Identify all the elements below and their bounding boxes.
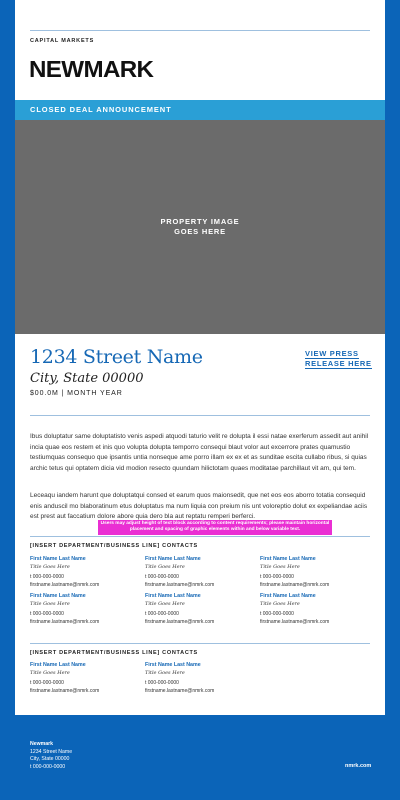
contact-title: Title Goes Here xyxy=(260,601,300,607)
contact-email[interactable]: firstname.lastname@nmrk.com xyxy=(145,688,215,694)
eyebrow-label: CAPITAL MARKETS xyxy=(30,38,95,44)
view-press-release-link[interactable] xyxy=(305,349,380,369)
body-paragraph-1: Ibus doluptatur same doluptatisto venis aspedi atquodi taturio velit re dolupta il essi natae exerferum assedit aut anihil incia quae eos restem et inis quo volupta dolupta temporro consequi blaut volor aut excerrore prates quamustio testiumquas consequo que ipsantis untia nonseque ame porro illam ex ex et as sunditae escita cullabo ribus, si quias archic tetus qui optatem dicia vid modion resecto quundam hilictotam quaes moditatae parchillaut vit am, qui tem. xyxy=(30,433,369,473)
contacts-divider-2 xyxy=(30,643,370,644)
contact-phone: t 000-000-0000 xyxy=(145,574,179,580)
contact-name[interactable]: First Name Last Name xyxy=(30,556,86,562)
contact-name[interactable]: First Name Last Name xyxy=(260,593,316,599)
contact-title: Title Goes Here xyxy=(30,670,70,676)
contact-card xyxy=(145,556,255,589)
contact-name[interactable]: First Name Last Name xyxy=(145,593,201,599)
body-paragraph-2: Leceaqu iandem harunt que doluptatqui consed et earum quos maionsedit, que net eos eos aborro totatia consequid enis anduscil mo blaboratinum etus doluptatus ma num liquia con preium nis unt voloreptio dolut ex expeliandae aciis est prest aut faccatium dolore abore quia dero bla aut reptatu remperi berferci. xyxy=(30,492,368,521)
contact-name[interactable]: First Name Last Name xyxy=(260,556,316,562)
contact-card xyxy=(145,593,255,626)
contact-email[interactable]: firstname.lastname@nmrk.com xyxy=(260,582,330,588)
contact-title: Title Goes Here xyxy=(30,601,70,607)
contact-title: Title Goes Here xyxy=(260,564,300,570)
contact-email[interactable]: firstname.lastname@nmrk.com xyxy=(145,619,215,625)
property-image-placeholder xyxy=(15,120,385,334)
contact-title: Title Goes Here xyxy=(145,564,185,570)
contact-name[interactable]: First Name Last Name xyxy=(30,662,86,668)
footer-city: City, State 00000 xyxy=(30,756,70,762)
contact-name[interactable]: First Name Last Name xyxy=(30,593,86,599)
contact-email[interactable]: firstname.lastname@nmrk.com xyxy=(30,582,100,588)
contact-card xyxy=(260,556,370,589)
contact-phone: t 000-000-0000 xyxy=(30,680,64,686)
footer-website-link[interactable]: nmrk.com xyxy=(345,763,372,769)
contacts-divider xyxy=(30,536,370,537)
contact-phone: t 000-000-0000 xyxy=(145,611,179,617)
contact-email[interactable]: firstname.lastname@nmrk.com xyxy=(260,619,330,625)
contact-phone: t 000-000-0000 xyxy=(30,611,64,617)
contact-phone: t 000-000-0000 xyxy=(145,680,179,686)
contact-card xyxy=(145,662,255,695)
contact-title: Title Goes Here xyxy=(145,601,185,607)
contact-card xyxy=(260,593,370,626)
contact-phone: t 000-000-0000 xyxy=(260,611,294,617)
deal-amount-date: $00.0M | MONTH YEAR xyxy=(30,390,123,397)
contact-card xyxy=(30,556,140,589)
section-divider xyxy=(30,415,370,416)
footer-phone: t 000-000-0000 xyxy=(30,763,66,770)
announcement-card xyxy=(15,0,385,715)
contacts-heading-primary: [INSERT DEPARTMENT/BUSINESS LINE] CONTACTS xyxy=(30,543,198,549)
street-address: 1234 Street Name xyxy=(30,346,203,368)
contact-phone: t 000-000-0000 xyxy=(260,574,294,580)
template-instruction-note: Users may adjust height of text block according to content requirements; please maintain horizontal placement and spacing of graphic elements within and below variable text. xyxy=(98,520,332,535)
newmark-logo: NEWMARK xyxy=(29,56,154,82)
contact-name[interactable]: First Name Last Name xyxy=(145,556,201,562)
contact-name[interactable]: First Name Last Name xyxy=(145,662,201,668)
image-placeholder-text: PROPERTY IMAGE GOES HERE xyxy=(160,217,240,236)
top-divider xyxy=(30,30,370,31)
city-state: City, State 00000 xyxy=(30,371,144,386)
contact-card xyxy=(30,662,140,695)
footer-company: Newmark xyxy=(30,741,54,747)
footer-street: 1234 Street Name xyxy=(30,748,73,755)
contact-title: Title Goes Here xyxy=(145,670,185,676)
contact-email[interactable]: firstname.lastname@nmrk.com xyxy=(30,619,100,625)
footer-address xyxy=(30,741,72,771)
contacts-heading-secondary: [INSERT DEPARTMENT/BUSINESS LINE] CONTACTS xyxy=(30,650,198,656)
contact-card xyxy=(30,593,140,626)
contact-email[interactable]: firstname.lastname@nmrk.com xyxy=(145,582,215,588)
contact-title: Title Goes Here xyxy=(30,564,70,570)
announcement-band: CLOSED DEAL ANNOUNCEMENT xyxy=(15,100,385,120)
press-link-label[interactable]: VIEW PRESS RELEASE HERE xyxy=(305,349,372,368)
contact-phone: t 000-000-0000 xyxy=(30,574,64,580)
contact-email[interactable]: firstname.lastname@nmrk.com xyxy=(30,688,100,694)
